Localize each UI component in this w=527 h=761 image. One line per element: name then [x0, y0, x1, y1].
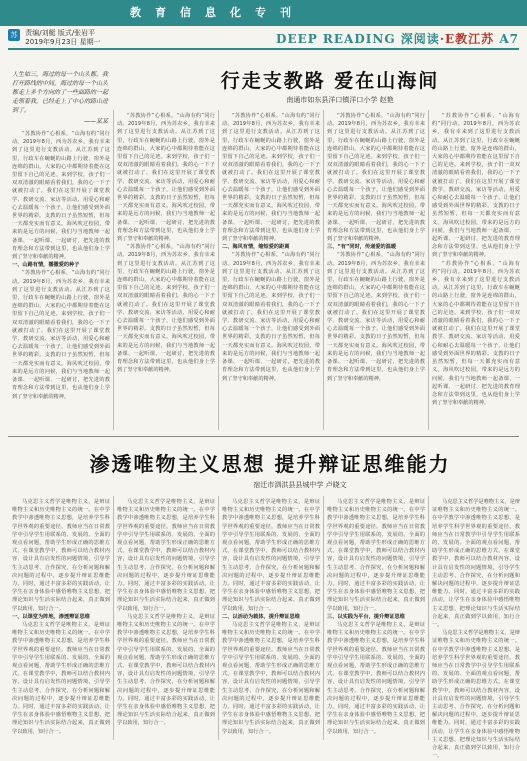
column-divider	[323, 496, 324, 740]
article1-paragraph: “苏教协作”心相系，“山海有约”同行动。2019年8月，西为苏农乡，我有幸来到了这里进行支教活动。从江苏到了这里，行政车在蜿蜒的山路上行驶，窗外是连绵的群山，大家的心中都期待着能在这里留下自己的足迹。来到学校，孩子们一双双清澈的眼睛看着我们，我的心一下子就被打动了。我们在这里开展了课堂教学、教研交流、家访等活动，用爱心和耐心去温暖每一个孩子，让他们感受到外面世界的精彩。支教的日子虽然短暂，但每一天都充实而有意义。海风吹过校园，带来的是远方的问候，我们与当地教师一起备课、一起听课、一起研讨，把先进的教育理念和方法带到这里，也从他们身上学到了坚守和奉献的精神。	[12, 270, 110, 400]
article1-subhead-2: 二、海风有情，缩短爱的距离	[222, 244, 290, 251]
section-en: DEEP READING	[276, 32, 396, 46]
article1-subhead-3: 三、“有”同时，传递爱的温暖	[327, 244, 397, 251]
article2-paragraph: 马克思主义哲学是唯物主义，是辩证唯物主义和历史唯物主义的统一。在中学教学中渗透唯物主义思想，是培养学生科学世界观的重要途径。教师应当在日常教学中引导学生用联系的、发展的、全面的观点看问题，帮助学生形成正确的思维方式。在课堂教学中，教师可以结合教材内容，设计具有启发性的问题情境，引导学生主动思考、合作探究，在分析问题和解决问题的过程中，逐步提升辩证思维能力。同时，通过丰富多彩的实践活动，让学生在亲身体验中感悟唯物主义思想，把理论知识与生活实际结合起来，真正做到学以致用，知行合一。	[117, 499, 215, 612]
column-divider	[323, 110, 324, 430]
article1-paragraph: “苏教协作”心相系，“山海有约”同行动。2019年8月，西为苏农乡，我有幸来到了这里进行支教活动。从江苏到了这里，行政车在蜿蜒的山路上行驶，窗外是连绵的群山，大家的心中都期待着能在这里留下自己的足迹。来到学校，孩子们一双双清澈的眼睛看着我们，我的心一下子就被打动了。我们在这里开展了课堂教学、教研交流、家访等活动，用爱心和耐心去温暖每一个孩子，让他们感受到外面世界的精彩。支教的日子虽然短暂，但每一天都充实而有意义。海风吹过校园，带来的是远方的问候，我们与当地教师一起备课、一起听课、一起研讨，把先进的教育理念和方法带到这里，也从他们身上学到了坚守和奉献的精神。	[327, 252, 425, 382]
date-line: 2019年9月23日 星期一	[25, 38, 101, 46]
column-divider	[428, 110, 429, 430]
article1-column-2	[117, 112, 215, 430]
article1-column-1	[12, 130, 110, 430]
article1-paragraph: “苏教协作”心相系，“山海有约”同行动。2019年8月，西为苏农乡，我有幸来到了这里进行支教活动。从江苏到了这里，行政车在蜿蜒的山路上行驶，窗外是连绵的群山，大家的心中都期待着能在这里留下自己的足迹。来到学校，孩子们一双双清澈的眼睛看着我们，我的心一下子就被打动了。我们在这里开展了课堂教学、教研交流、家访等活动，用爱心和耐心去温暖每一个孩子，让他们感受到外面世界的精彩。支教的日子虽然短暂，但每一天都充实而有意义。海风吹过校园，带来的是远方的问候，我们与当地教师一起备课、一起听课、一起研讨，把先进的教育理念和方法带到这里，也从他们身上学到了坚守和奉献的精神。	[432, 260, 520, 407]
article2-paragraph: 马克思主义哲学是唯物主义，是辩证唯物主义和历史唯物主义的统一。在中学教学中渗透唯物主义思想，是培养学生科学世界观的重要途径。教师应当在日常教学中引导学生用联系的、发展的、全面的观点看问题，帮助学生形成正确的思维方式。在课堂教学中，教师可以结合教材内容，设计具有启发性的问题情境，引导学生主动思考、合作探究，在分析问题和解决问题的过程中，逐步提升辩证思维能力。同时，通过丰富多彩的实践活动，让学生在亲身体验中感悟唯物主义思想，把理论知识与生活实际结合起来，真正做到学以致用，知行合一。	[117, 613, 215, 727]
article1-epigraph	[12, 70, 108, 126]
article2-subhead-1: 一、以课堂为阵地，渗透辩证思维	[12, 613, 90, 620]
page-subheader	[0, 26, 527, 48]
article1-paragraph: “苏教协作”心相系，“山海有约”同行动。2019年8月，西为苏农乡，我有幸来到了这里进行支教活动。从江苏到了这里，行政车在蜿蜒的山路上行驶，窗外是连绵的群山，大家的心中都期待着能在这里留下自己的足迹。来到学校，孩子们一双双清澈的眼睛看着我们，我的心一下子就被打动了。我们在这里开展了课堂教学、教研交流、家访等活动，用爱心和耐心去温暖每一个孩子，让他们感受到外面世界的精彩。支教的日子虽然短暂，但每一天都充实而有意义。海风吹过校园，带来的是远方的问候，我们与当地教师一起备课、一起听课、一起研讨，把先进的教育理念和方法带到这里，也从他们身上学到了坚守和奉献的精神。	[222, 113, 320, 243]
article2-paragraph: 马克思主义哲学是唯物主义，是辩证唯物主义和历史唯物主义的统一。在中学教学中渗透唯物主义思想，是培养学生科学世界观的重要途径。教师应当在日常教学中引导学生用联系的、发展的、全面的观点看问题，帮助学生形成正确的思维方式。在课堂教学中，教师可以结合教材内容，设计具有启发性的问题情境，引导学生主动思考、合作探究，在分析问题和解决问题的过程中，逐步提升辩证思维能力。同时，通过丰富多彩的实践活动，让学生在亲身体验中感悟唯物主义思想，把理论知识与生活实际结合起来，真正做到学以致用，知行合一。	[12, 499, 110, 612]
article1-subhead-1: 一、山路有情，播撒爱的种子	[12, 262, 80, 269]
brand-name: ·E教江苏	[439, 32, 495, 46]
article1-column-5	[432, 112, 520, 430]
section-separator	[8, 436, 519, 437]
article2-paragraph: 马克思主义哲学是唯物主义，是辩证唯物主义和历史唯物主义的统一。在中学教学中渗透唯物主义思想，是培养学生科学世界观的重要途径。教师应当在日常教学中引导学生用联系的、发展的、全面的观点看问题，帮助学生形成正确的思维方式。在课堂教学中，教师可以结合教材内容，设计具有启发性的问题情境，引导学生主动思考、合作探究，在分析问题和解决问题的过程中，逐步提升辩证思维能力。同时，通过丰富多彩的实践活动，让学生在亲身体验中感悟唯物主义思想，把理论知识与生活实际结合起来，真正做到学以致用，知行合一。	[222, 622, 320, 735]
article2-paragraph: 马克思主义哲学是唯物主义，是辩证唯物主义和历史唯物主义的统一。在中学教学中渗透唯物主义思想，是培养学生科学世界观的重要途径。教师应当在日常教学中引导学生用联系的、发展的、全面的观点看问题，帮助学生形成正确的思维方式。在课堂教学中，教师可以结合教材内容，设计具有启发性的问题情境，引导学生主动思考、合作探究，在分析问题和解决问题的过程中，逐步提升辩证思维能力。同时，通过丰富多彩的实践活动，让学生在亲身体验中感悟唯物主义思想，把理论知识与生活实际结合起来，真正做到学以致用，知行合一。	[222, 499, 320, 612]
column-divider	[113, 110, 114, 430]
newspaper-logo-icon: 苏	[8, 29, 20, 41]
article2-paragraph: 马克思主义哲学是唯物主义，是辩证唯物主义和历史唯物主义的统一。在中学教学中渗透唯物主义思想，是培养学生科学世界观的重要途径。教师应当在日常教学中引导学生用联系的、发展的、全面的观点看问题，帮助学生形成正确的思维方式。在课堂教学中，教师可以结合教材内容，设计具有启发性的问题情境，引导学生主动思考、合作探究，在分析问题和解决问题的过程中，逐步提升辩证思维能力。同时，通过丰富多彩的实践活动，让学生在亲身体验中感悟唯物主义思想，把理论知识与生活实际结合起来，真正做到学以致用，知行合一。	[12, 622, 110, 735]
article2-column-5	[432, 498, 520, 760]
article2-paragraph: 马克思主义哲学是唯物主义，是辩证唯物主义和历史唯物主义的统一。在中学教学中渗透唯物主义思想，是培养学生科学世界观的重要途径。教师应当在日常教学中引导学生用联系的、发展的、全面的观点看问题，帮助学生形成正确的思维方式。在课堂教学中，教师可以结合教材内容，设计具有启发性的问题情境，引导学生主动思考、合作探究，在分析问题和解决问题的过程中，逐步提升辩证思维能力。同时，通过丰富多彩的实践活动，让学生在亲身体验中感悟唯物主义思想，把理论知识与生活实际结合起来，真正做到学以致用，知行合一。	[432, 630, 520, 760]
column-divider	[218, 110, 219, 430]
article2-column-1	[12, 498, 110, 738]
epigraph-author: ——某某	[83, 118, 108, 125]
article2-paragraph: 马克思主义哲学是唯物主义，是辩证唯物主义和历史唯物主义的统一。在中学教学中渗透唯物主义思想，是培养学生科学世界观的重要途径。教师应当在日常教学中引导学生用联系的、发展的、全面的观点看问题，帮助学生形成正确的思维方式。在课堂教学中，教师可以结合教材内容，设计具有启发性的问题情境，引导学生主动思考、合作探究，在分析问题和解决问题的过程中，逐步提升辩证思维能力。同时，通过丰富多彩的实践活动，让学生在亲身体验中感悟唯物主义思想，把理论知识与生活实际结合起来，真正做到学以致用，知行合一。	[432, 499, 520, 629]
article1-paragraph: “苏教协作”心相系，“山海有约”同行动。2019年8月，西为苏农乡，我有幸来到了这里进行支教活动。从江苏到了这里，行政车在蜿蜒的山路上行驶，窗外是连绵的群山，大家的心中都期待着能在这里留下自己的足迹。来到学校，孩子们一双双清澈的眼睛看着我们，我的心一下子就被打动了。我们在这里开展了课堂教学、教研交流、家访等活动，用爱心和耐心去温暖每一个孩子，让他们感受到外面世界的精彩。支教的日子虽然短暂，但每一天都充实而有意义。海风吹过校园，带来的是远方的问候，我们与当地教师一起备课、一起听课、一起研讨，把先进的教育理念和方法带到这里，也从他们身上学到了坚守和奉献的精神。	[327, 113, 425, 243]
editor-line: 责编/刘艇 版式/张岩平	[25, 29, 96, 37]
article1-paragraph: “苏教协作”心相系，“山海有约”同行动。2019年8月，西为苏农乡，我有幸来到了这里进行支教活动。从江苏到了这里，行政车在蜿蜒的山路上行驶，窗外是连绵的群山，大家的心中都期待着能在这里留下自己的足迹。来到学校，孩子们一双双清澈的眼睛看着我们，我的心一下子就被打动了。我们在这里开展了课堂教学、教研交流、家访等活动，用爱心和耐心去温暖每一个孩子，让他们感受到外面世界的精彩。支教的日子虽然短暂，但每一天都充实而有意义。海风吹过校园，带来的是远方的问候，我们与当地教师一起备课、一起听课、一起研讨，把先进的教育理念和方法带到这里，也从他们身上学到了坚守和奉献的精神。	[117, 113, 215, 243]
editor-info	[8, 29, 101, 47]
article2-title: 渗透唯物主义思想 提升辩证思维能力	[89, 452, 451, 476]
article2-column-4	[327, 498, 425, 738]
page-number: A7	[499, 32, 519, 46]
article2-paragraph: 马克思主义哲学是唯物主义，是辩证唯物主义和历史唯物主义的统一。在中学教学中渗透唯物主义思想，是培养学生科学世界观的重要途径。教师应当在日常教学中引导学生用联系的、发展的、全面的观点看问题，帮助学生形成正确的思维方式。在课堂教学中，教师可以结合教材内容，设计具有启发性的问题情境，引导学生主动思考、合作探究，在分析问题和解决问题的过程中，逐步提升辩证思维能力。同时，通过丰富多彩的实践活动，让学生在亲身体验中感悟唯物主义思想，把理论知识与生活实际结合起来，真正做到学以致用，知行合一。	[327, 622, 425, 735]
article1-paragraph: “苏教协作”心相系，“山海有约”同行动。2019年8月，西为苏农乡，我有幸来到了这里进行支教活动。从江苏到了这里，行政车在蜿蜒的山路上行驶，窗外是连绵的群山，大家的心中都期待着能在这里留下自己的足迹。来到学校，孩子们一双双清澈的眼睛看着我们，我的心一下子就被打动了。我们在这里开展了课堂教学、教研交流、家访等活动，用爱心和耐心去温暖每一个孩子，让他们感受到外面世界的精彩。支教的日子虽然短暂，但每一天都充实而有意义。海风吹过校园，带来的是远方的问候，我们与当地教师一起备课、一起听课、一起研讨，把先进的教育理念和方法带到这里，也从他们身上学到了坚守和奉献的精神。	[12, 131, 110, 261]
column-divider	[113, 496, 114, 740]
article1-column-4	[327, 112, 425, 430]
section-cn: 深阅读	[400, 32, 440, 46]
epigraph-text: 人生如三，海过的每一个山头都。我打开路线的中间，海过的每一个山头都走上多个方向的了一些面路的一起走领着我，已经走上了中心的路山进到了。	[12, 71, 109, 114]
masthead-bar	[0, 0, 527, 26]
article2-column-2	[117, 498, 215, 738]
article2-column-3	[222, 498, 320, 738]
article2-byline: 宿迁市泗洪县县城中学 卢晓文	[253, 481, 347, 489]
masthead-banner: 教育信息化专刊	[130, 6, 305, 19]
column-divider	[218, 496, 219, 740]
article1-paragraph: “苏教协作”心相系，“山海有约”同行动。2019年8月，西为苏农乡，我有幸来到了这里进行支教活动。从江苏到了这里，行政车在蜿蜒的山路上行驶，窗外是连绵的群山，大家的心中都期待着能在这里留下自己的足迹。来到学校，孩子们一双双清澈的眼睛看着我们，我的心一下子就被打动了。我们在这里开展了课堂教学、教研交流、家访等活动，用爱心和耐心去温暖每一个孩子，让他们感受到外面世界的精彩。支教的日子虽然短暂，但每一天都充实而有意义。海风吹过校园，带来的是远方的问候，我们与当地教师一起备课、一起听课、一起研讨，把先进的教育理念和方法带到这里，也从他们身上学到了坚守和奉献的精神。	[222, 252, 320, 382]
header-rule	[8, 48, 519, 50]
column-divider	[428, 496, 429, 740]
article1-byline: 南通市如东县洋口镇洋口小学 赵艳	[286, 96, 394, 104]
article1-paragraph: “苏教协作”心相系，“山海有约”同行动。2019年8月，西为苏农乡，我有幸来到了这里进行支教活动。从江苏到了这里，行政车在蜿蜒的山路上行驶，窗外是连绵的群山，大家的心中都期待着能在这里留下自己的足迹。来到学校，孩子们一双双清澈的眼睛看着我们，我的心一下子就被打动了。我们在这里开展了课堂教学、教研交流、家访等活动，用爱心和耐心去温暖每一个孩子，让他们感受到外面世界的精彩。支教的日子虽然短暂，但每一天都充实而有意义。海风吹过校园，带来的是远方的问候，我们与当地教师一起备课、一起听课、一起研讨，把先进的教育理念和方法带到这里，也从他们身上学到了坚守和奉献的精神。	[117, 244, 215, 374]
article1-column-3	[222, 112, 320, 430]
article1-paragraph: “苏教协作”心相系，“山海有约”同行动。2019年8月，西为苏农乡，我有幸来到了这里进行支教活动。从江苏到了这里，行政车在蜿蜒的山路上行驶，窗外是连绵的群山，大家的心中都期待着能在这里留下自己的足迹。来到学校，孩子们一双双清澈的眼睛看着我们，我的心一下子就被打动了。我们在这里开展了课堂教学、教研交流、家访等活动，用爱心和耐心去温暖每一个孩子，让他们感受到外面世界的精彩。支教的日子虽然短暂，但每一天都充实而有意义。海风吹过校园，带来的是远方的问候，我们与当地教师一起备课、一起听课、一起研讨，把先进的教育理念和方法带到这里，也从他们身上学到了坚守和奉献的精神。	[432, 113, 520, 259]
article2-paragraph: 马克思主义哲学是唯物主义，是辩证唯物主义和历史唯物主义的统一。在中学教学中渗透唯物主义思想，是培养学生科学世界观的重要途径。教师应当在日常教学中引导学生用联系的、发展的、全面的观点看问题，帮助学生形成正确的思维方式。在课堂教学中，教师可以结合教材内容，设计具有启发性的问题情境，引导学生主动思考、合作探究，在分析问题和解决问题的过程中，逐步提升辩证思维能力。同时，通过丰富多彩的实践活动，让学生在亲身体验中感悟唯物主义思想，把理论知识与生活实际结合起来，真正做到学以致用，知行合一。	[327, 499, 425, 612]
article2-subhead-2: 二、以活动为载体，提升辩证思维	[222, 613, 300, 620]
article1-title: 行走支教路 爱在山海间	[220, 70, 440, 92]
section-title	[276, 30, 519, 47]
article2-subhead-3: 三、以实践为平台，提升辩证思维	[327, 613, 405, 620]
